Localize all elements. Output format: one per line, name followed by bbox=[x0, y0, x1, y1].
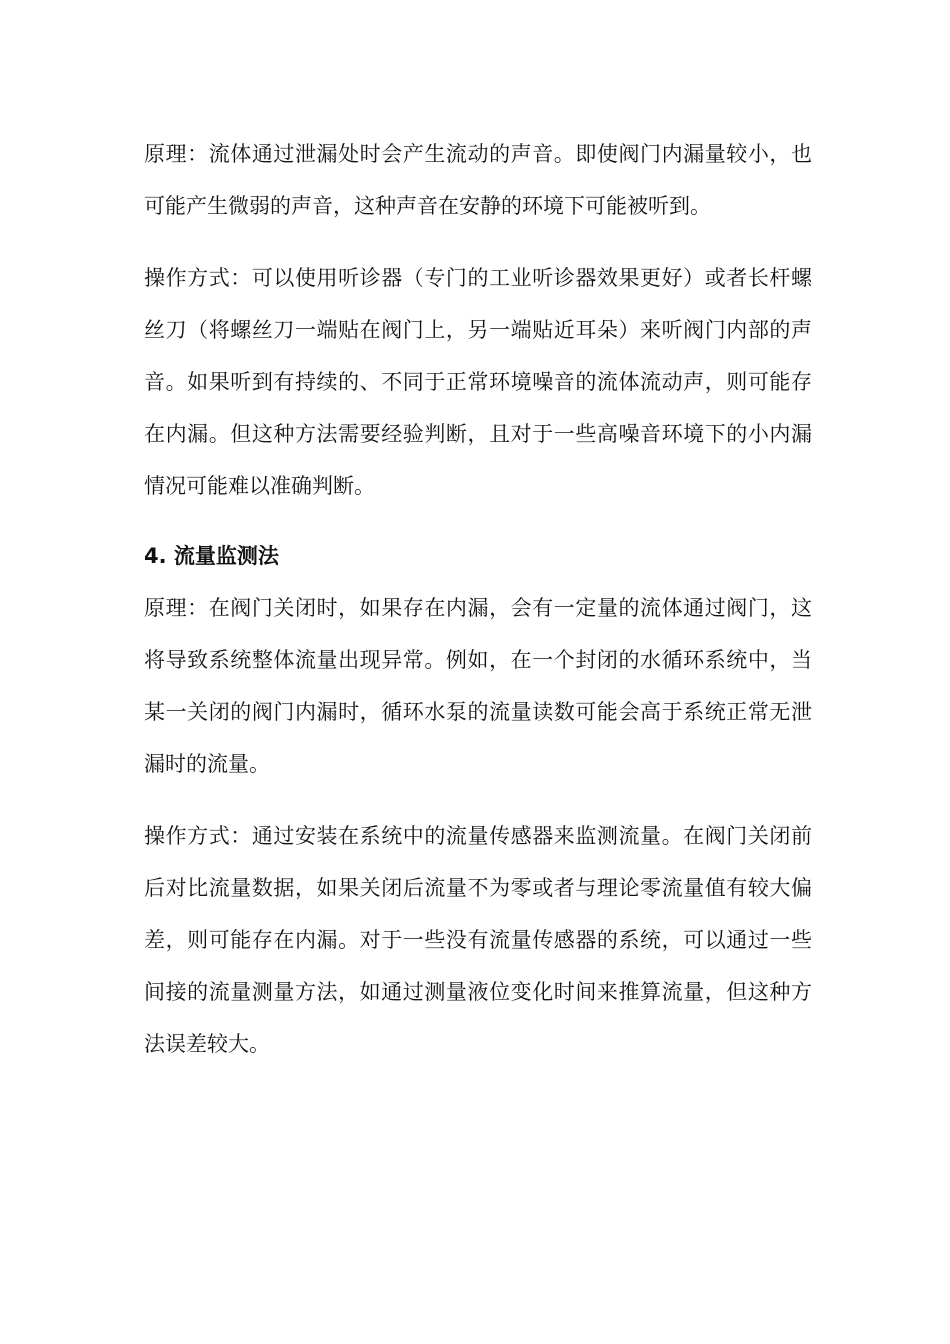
flow-operation-paragraph: 操作方式：通过安装在系统中的流量传感器来监测流量。在阀门关闭前后对比流量数据，如果关闭后流量不为零或者与理论零流量值有较大偏差，则可能存在内漏。对于一些没有流量传感器的系统，可以通过一些间接的流量测量方法，如通过测量液位变化时间来推算流量，但这种方法误差较大。 bbox=[144, 824, 812, 1056]
acoustic-principle-paragraph: 原理：流体通过泄漏处时会产生流动的声音。即使阀门内漏量较小，也可能产生微弱的声音，这种声音在安静的环境下可能被听到。 bbox=[144, 142, 812, 218]
acoustic-operation-paragraph: 操作方式：可以使用听诊器（专门的工业听诊器效果更好）或者长杆螺丝刀（将螺丝刀一端贴在阀门上，另一端贴近耳朵）来听阀门内部的声音。如果听到有持续的、不同于正常环境噪音的流体流动声，则可能存在内漏。但这种方法需要经验判断，且对于一些高噪音环境下的小内漏情况可能难以准确判断。 bbox=[144, 266, 812, 498]
flow-principle-paragraph: 原理：在阀门关闭时，如果存在内漏，会有一定量的流体通过阀门，这将导致系统整体流量出现异常。例如，在一个封闭的水循环系统中，当某一关闭的阀门内漏时，循环水泵的流量读数可能会高于系统正常无泄漏时的流量。 bbox=[144, 596, 812, 776]
flow-monitoring-heading: 4. 流量监测法 bbox=[144, 544, 279, 568]
document-body bbox=[144, 128, 812, 1070]
